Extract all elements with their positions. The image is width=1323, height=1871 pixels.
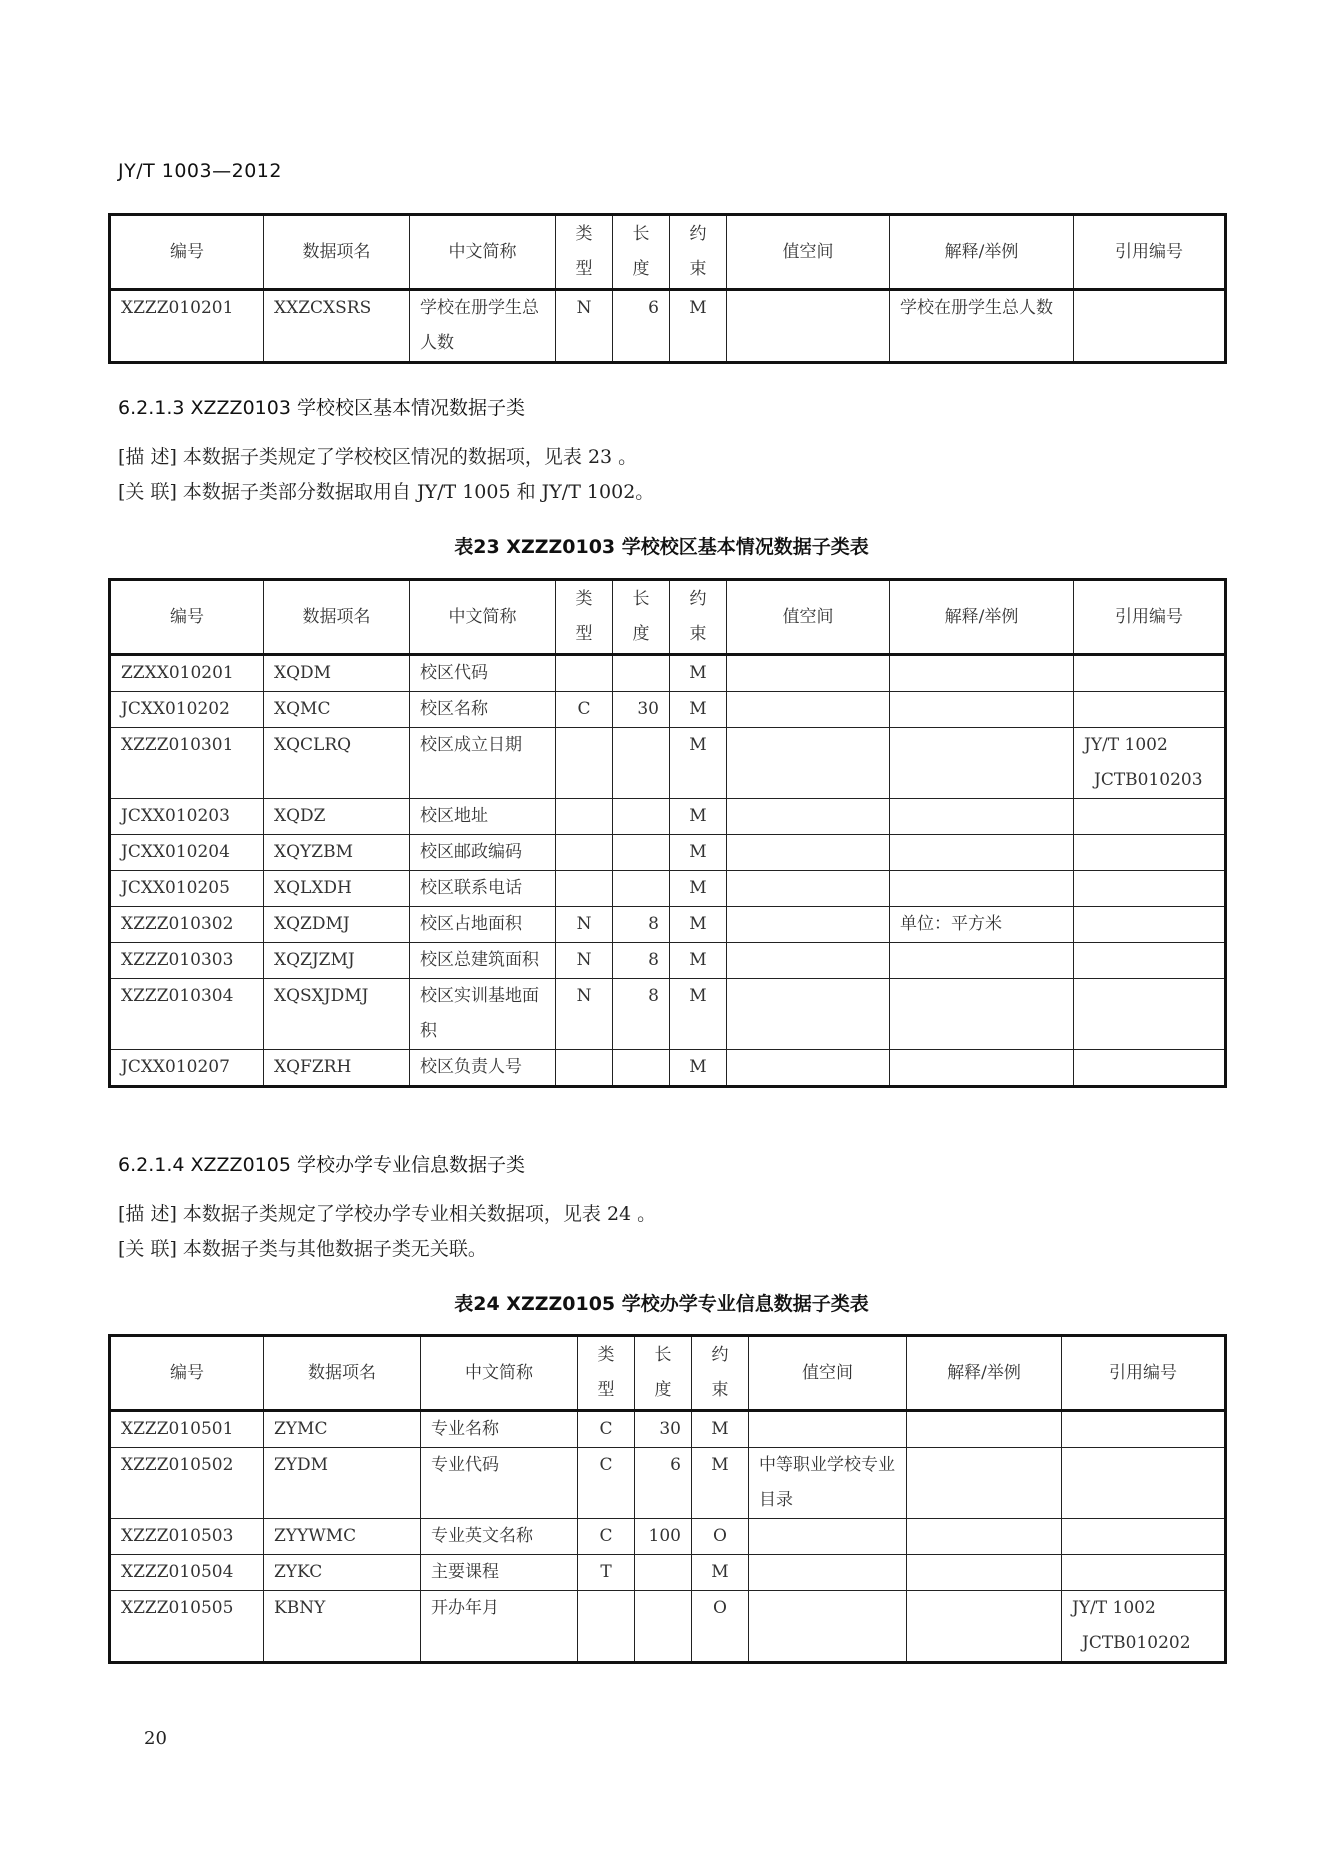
table-row [110, 1448, 1226, 1519]
table-header-row [110, 580, 1226, 655]
note-cell [907, 1591, 1062, 1663]
ref-cell [1074, 799, 1226, 835]
column-header [556, 580, 613, 655]
id-cell: XZZZ010302 [110, 907, 264, 943]
column-header: 编号 [110, 580, 264, 655]
cn-cell: 学校在册学生总人数 [410, 290, 556, 363]
value-space-cell [749, 1519, 907, 1555]
cn-cell: 专业名称 [421, 1411, 578, 1448]
header-char: 型 [597, 1380, 615, 1400]
table-row [110, 799, 1226, 835]
note-cell [890, 655, 1074, 692]
value-space-cell [727, 907, 890, 943]
column-header: 引用编号 [1062, 1336, 1226, 1411]
type-cell: C [578, 1519, 635, 1555]
value-space-cell: 中等职业学校专业目录 [749, 1448, 907, 1519]
constraint-cell: O [692, 1591, 749, 1663]
value-space-cell [749, 1411, 907, 1448]
table-row [110, 1591, 1226, 1663]
id-cell: JCXX010205 [110, 871, 264, 907]
length-cell [613, 728, 670, 799]
cn-cell: 校区地址 [410, 799, 556, 835]
length-cell: 8 [613, 979, 670, 1050]
note-cell [907, 1411, 1062, 1448]
column-header: 数据项名 [264, 1336, 421, 1411]
ref-cell [1074, 835, 1226, 871]
length-cell: 30 [635, 1411, 692, 1448]
column-header: 中文简称 [410, 580, 556, 655]
table-prev-continued [108, 213, 1227, 364]
type-cell [556, 1050, 613, 1087]
note-cell [890, 979, 1074, 1050]
ref-cell [1062, 1591, 1226, 1663]
note-cell [890, 1050, 1074, 1087]
name-cell: XQDM [264, 655, 410, 692]
section-relation: [关 联] 本数据子类与其他数据子类无关联。 [118, 1238, 487, 1260]
type-cell: T [578, 1555, 635, 1591]
ref-cell [1062, 1519, 1226, 1555]
length-cell: 6 [613, 290, 670, 363]
note-cell [890, 835, 1074, 871]
type-cell: C [578, 1448, 635, 1519]
constraint-cell: M [670, 692, 727, 728]
length-cell [613, 1050, 670, 1087]
column-header [556, 215, 613, 290]
constraint-cell: M [670, 979, 727, 1050]
name-cell: XQCLRQ [264, 728, 410, 799]
table-row [110, 907, 1226, 943]
value-space-cell [727, 655, 890, 692]
type-cell [556, 835, 613, 871]
name-cell: XQSXJDMJ [264, 979, 410, 1050]
ref-cell [1062, 1411, 1226, 1448]
ref-cell [1062, 1448, 1226, 1519]
name-cell: XQFZRH [264, 1050, 410, 1087]
ref-cell [1074, 692, 1226, 728]
type-cell [556, 655, 613, 692]
id-cell: XZZZ010505 [110, 1591, 264, 1663]
table-row [110, 871, 1226, 907]
column-header: 中文简称 [410, 215, 556, 290]
header-char: 型 [575, 624, 593, 644]
note-cell [890, 799, 1074, 835]
constraint-cell: O [692, 1519, 749, 1555]
ref-cell [1074, 290, 1226, 363]
name-cell: XQMC [264, 692, 410, 728]
value-space-cell [727, 692, 890, 728]
column-header: 值空间 [727, 580, 890, 655]
value-space-cell [727, 799, 890, 835]
table-23 [108, 578, 1227, 1088]
ref-cell [1074, 655, 1226, 692]
cn-cell: 校区代码 [410, 655, 556, 692]
note-cell: 单位：平方米 [890, 907, 1074, 943]
ref-cell [1074, 979, 1226, 1050]
name-cell: XQLXDH [264, 871, 410, 907]
ref-cell [1074, 728, 1226, 799]
ref-cell [1074, 1050, 1226, 1087]
page-number: 20 [144, 1728, 167, 1749]
header-char: 长 [654, 1345, 672, 1365]
constraint-cell: M [670, 871, 727, 907]
length-cell: 100 [635, 1519, 692, 1555]
column-header [613, 215, 670, 290]
section-heading-6-2-1-3: 6.2.1.3 XZZZ0103 学校校区基本情况数据子类 [118, 397, 525, 419]
table-row [110, 1411, 1226, 1448]
table-row [110, 692, 1226, 728]
type-cell: N [556, 290, 613, 363]
table-row [110, 728, 1226, 799]
ref-cell [1074, 943, 1226, 979]
section-description: [描 述] 本数据子类规定了学校校区情况的数据项，见表 23 。 [118, 446, 638, 468]
name-cell: ZYKC [264, 1555, 421, 1591]
type-cell [578, 1591, 635, 1663]
constraint-cell: M [670, 943, 727, 979]
table-row [110, 943, 1226, 979]
column-header: 解释/举例 [890, 215, 1074, 290]
section-heading-6-2-1-4: 6.2.1.4 XZZZ0105 学校办学专业信息数据子类 [118, 1154, 525, 1176]
column-header: 解释/举例 [907, 1336, 1062, 1411]
name-cell: ZYMC [264, 1411, 421, 1448]
cn-cell: 校区成立日期 [410, 728, 556, 799]
name-cell: XQDZ [264, 799, 410, 835]
ref-cell [1074, 871, 1226, 907]
constraint-cell: M [692, 1555, 749, 1591]
cn-cell: 校区总建筑面积 [410, 943, 556, 979]
name-cell: KBNY [264, 1591, 421, 1663]
id-cell: JCXX010202 [110, 692, 264, 728]
section-relation: [关 联] 本数据子类部分数据取用自 JY/T 1005 和 JY/T 1002。 [118, 481, 655, 503]
length-cell: 6 [635, 1448, 692, 1519]
table-row [110, 655, 1226, 692]
table-row [110, 979, 1226, 1050]
table-header-row [110, 1336, 1226, 1411]
type-cell [556, 728, 613, 799]
section-description: [描 述] 本数据子类规定了学校办学专业相关数据项，见表 24 。 [118, 1203, 657, 1225]
cn-cell: 开办年月 [421, 1591, 578, 1663]
table-24-caption: 表24 XZZZ0105 学校办学专业信息数据子类表 [454, 1293, 869, 1315]
id-cell: ZZXX010201 [110, 655, 264, 692]
header-char: 束 [689, 624, 707, 644]
column-header [692, 1336, 749, 1411]
name-cell: XQZJZMJ [264, 943, 410, 979]
name-cell: XQYZBM [264, 835, 410, 871]
header-char: 类 [575, 589, 593, 609]
constraint-cell: M [670, 290, 727, 363]
length-cell [613, 835, 670, 871]
constraint-cell: M [670, 835, 727, 871]
length-cell: 8 [613, 907, 670, 943]
note-cell [890, 692, 1074, 728]
length-cell: 8 [613, 943, 670, 979]
type-cell: C [556, 692, 613, 728]
value-space-cell [749, 1591, 907, 1663]
cn-cell: 校区实训基地面积 [410, 979, 556, 1050]
length-cell [613, 655, 670, 692]
column-header: 引用编号 [1074, 215, 1226, 290]
header-char: 类 [575, 224, 593, 244]
note-cell: 学校在册学生总人数 [890, 290, 1074, 363]
type-cell: C [578, 1411, 635, 1448]
id-cell: JCXX010203 [110, 799, 264, 835]
header-char: 束 [689, 259, 707, 279]
cn-cell: 校区占地面积 [410, 907, 556, 943]
ref-code: JCTB010202 [1082, 1633, 1191, 1653]
id-cell: XZZZ010504 [110, 1555, 264, 1591]
constraint-cell: M [670, 799, 727, 835]
name-cell: ZYYWMC [264, 1519, 421, 1555]
column-header: 数据项名 [264, 215, 410, 290]
id-cell: JCXX010204 [110, 835, 264, 871]
header-char: 约 [711, 1345, 729, 1365]
cn-cell: 校区邮政编码 [410, 835, 556, 871]
header-char: 度 [632, 624, 650, 644]
type-cell: N [556, 907, 613, 943]
column-header: 值空间 [727, 215, 890, 290]
column-header: 编号 [110, 215, 264, 290]
length-cell [635, 1591, 692, 1663]
column-header: 值空间 [749, 1336, 907, 1411]
constraint-cell: M [670, 1050, 727, 1087]
header-char: 类 [597, 1345, 615, 1365]
header-char: 束 [711, 1380, 729, 1400]
table-row [110, 290, 1226, 363]
value-space-cell [727, 943, 890, 979]
header-char: 度 [654, 1380, 672, 1400]
length-cell [613, 799, 670, 835]
table-row [110, 835, 1226, 871]
value-space-cell [727, 871, 890, 907]
constraint-cell: M [692, 1448, 749, 1519]
length-cell: 30 [613, 692, 670, 728]
column-header [635, 1336, 692, 1411]
table-row [110, 1050, 1226, 1087]
ref-standard: JY/T 1002 [1084, 735, 1168, 755]
note-cell [890, 943, 1074, 979]
column-header: 中文简称 [421, 1336, 578, 1411]
id-cell: XZZZ010201 [110, 290, 264, 363]
type-cell [556, 799, 613, 835]
id-cell: XZZZ010301 [110, 728, 264, 799]
header-char: 约 [689, 589, 707, 609]
id-cell: JCXX010207 [110, 1050, 264, 1087]
constraint-cell: M [692, 1411, 749, 1448]
column-header: 解释/举例 [890, 580, 1074, 655]
column-header [578, 1336, 635, 1411]
table-row [110, 1555, 1226, 1591]
name-cell: XXZCXSRS [264, 290, 410, 363]
id-cell: XZZZ010501 [110, 1411, 264, 1448]
constraint-cell: M [670, 655, 727, 692]
column-header [670, 215, 727, 290]
column-header: 编号 [110, 1336, 264, 1411]
header-char: 长 [632, 589, 650, 609]
note-cell [890, 871, 1074, 907]
name-cell: XQZDMJ [264, 907, 410, 943]
note-cell [890, 728, 1074, 799]
table-24 [108, 1334, 1227, 1664]
name-cell: ZYDM [264, 1448, 421, 1519]
value-space-cell [727, 290, 890, 363]
column-header: 数据项名 [264, 580, 410, 655]
value-space-cell [749, 1555, 907, 1591]
header-char: 长 [632, 224, 650, 244]
cn-cell: 校区负责人号 [410, 1050, 556, 1087]
cn-cell: 校区名称 [410, 692, 556, 728]
column-header [613, 580, 670, 655]
ref-cell [1062, 1555, 1226, 1591]
cn-cell: 专业英文名称 [421, 1519, 578, 1555]
id-cell: XZZZ010503 [110, 1519, 264, 1555]
ref-standard: JY/T 1002 [1072, 1598, 1156, 1618]
column-header [670, 580, 727, 655]
id-cell: XZZZ010304 [110, 979, 264, 1050]
id-cell: XZZZ010502 [110, 1448, 264, 1519]
constraint-cell: M [670, 907, 727, 943]
header-char: 约 [689, 224, 707, 244]
cn-cell: 主要课程 [421, 1555, 578, 1591]
cn-cell: 专业代码 [421, 1448, 578, 1519]
table-23-caption: 表23 XZZZ0103 学校校区基本情况数据子类表 [454, 536, 869, 558]
value-space-cell [727, 835, 890, 871]
value-space-cell [727, 728, 890, 799]
note-cell [907, 1448, 1062, 1519]
note-cell [907, 1555, 1062, 1591]
length-cell [613, 871, 670, 907]
type-cell: N [556, 979, 613, 1050]
length-cell [635, 1555, 692, 1591]
value-space-cell [727, 979, 890, 1050]
table-header-row [110, 215, 1226, 290]
note-cell [907, 1519, 1062, 1555]
cn-cell: 校区联系电话 [410, 871, 556, 907]
ref-cell [1074, 907, 1226, 943]
id-cell: XZZZ010303 [110, 943, 264, 979]
ref-code: JCTB010203 [1094, 770, 1203, 790]
header-char: 型 [575, 259, 593, 279]
standard-code-header: JY/T 1003—2012 [118, 160, 282, 182]
value-space-cell [727, 1050, 890, 1087]
type-cell: N [556, 943, 613, 979]
constraint-cell: M [670, 728, 727, 799]
column-header: 引用编号 [1074, 580, 1226, 655]
type-cell [556, 871, 613, 907]
header-char: 度 [632, 259, 650, 279]
table-row [110, 1519, 1226, 1555]
